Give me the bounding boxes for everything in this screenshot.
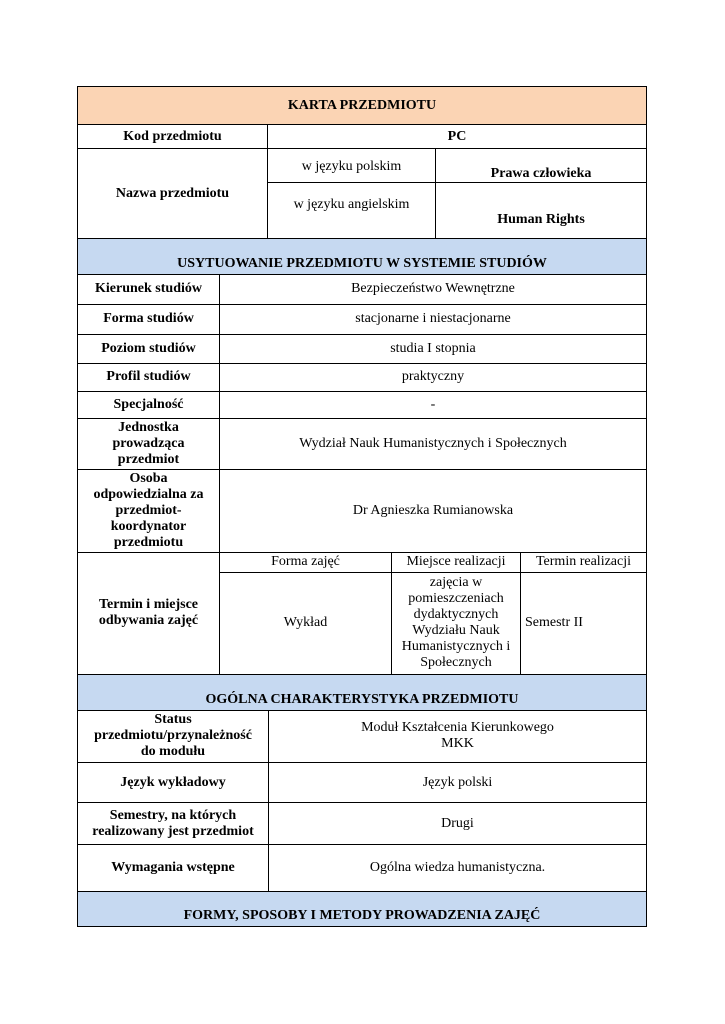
name-en-value: Human Rights <box>436 183 647 239</box>
row-value-field: Bezpieczeństwo Wewnętrzne <box>220 275 647 304</box>
row-label-field: Kierunek studiów <box>78 275 220 304</box>
schedule-col-form: Forma zajęć <box>220 552 392 572</box>
schedule-label: Termin i miejsce odbywania zajęć <box>78 552 220 674</box>
card-header-table <box>77 86 647 275</box>
row-value-specialty: - <box>220 391 647 418</box>
row-value-form: stacjonarne i niestacjonarne <box>220 304 647 334</box>
semesters-label: Semestry, na których realizowany jest przedmiot <box>78 803 269 845</box>
schedule-form-value: Wykład <box>220 572 392 674</box>
row-label-form: Forma studiów <box>78 304 220 334</box>
section-title-placement: USYTUOWANIE PRZEDMIOTU W SYSTEMIE STUDIÓW <box>78 239 647 275</box>
language-value: Język polski <box>269 763 647 803</box>
section-title-forms: FORMY, SPOSOBY I METODY PROWADZENIA ZAJĘĆ <box>78 892 647 927</box>
schedule-col-term: Termin realizacji <box>521 552 647 572</box>
requirements-value: Ogólna wiedza humanistyczna. <box>269 845 647 892</box>
card-title: KARTA PRZEDMIOTU <box>78 87 647 125</box>
language-label: Język wykładowy <box>78 763 269 803</box>
person-value: Dr Agnieszka Rumianowska <box>220 469 647 552</box>
row-label-profile: Profil studiów <box>78 363 220 391</box>
schedule-term-value: Semestr II <box>521 572 647 674</box>
name-en-label: w języku angielskim <box>268 183 436 239</box>
row-value-level: studia I stopnia <box>220 334 647 363</box>
status-label: Status przedmiotu/przynależność do modułu <box>78 711 269 763</box>
row-label-specialty: Specjalność <box>78 391 220 418</box>
requirements-label: Wymagania wstępne <box>78 845 269 892</box>
schedule-place-value: zajęcia w pomieszczeniach dydaktycznych Wydziału Nauk Humanistycznych i Społecznych <box>392 572 521 674</box>
name-pl-label: w języku polskim <box>268 149 436 183</box>
semesters-value: Drugi <box>269 803 647 845</box>
code-label: Kod przedmiotu <box>78 125 268 149</box>
section-title-characteristics: OGÓLNA CHARAKTERYSTYKA PRZEDMIOTU <box>78 674 647 710</box>
code-value: PC <box>268 125 647 149</box>
characteristics-table <box>77 711 647 928</box>
unit-label: Jednostka prowadząca przedmiot <box>78 418 220 469</box>
schedule-col-place: Miejsce realizacji <box>392 552 521 572</box>
row-label-level: Poziom studiów <box>78 334 220 363</box>
placement-table <box>77 275 647 711</box>
name-pl-value: Prawa człowieka <box>436 149 647 183</box>
unit-value: Wydział Nauk Humanistycznych i Społecznych <box>220 418 647 469</box>
course-card <box>77 86 646 927</box>
status-value: Moduł Kształcenia Kierunkowego MKK <box>269 711 647 763</box>
row-value-profile: praktyczny <box>220 363 647 391</box>
person-label: Osoba odpowiedzialna za przedmiot- koordynator przedmiotu <box>78 469 220 552</box>
name-label: Nazwa przedmiotu <box>78 149 268 239</box>
